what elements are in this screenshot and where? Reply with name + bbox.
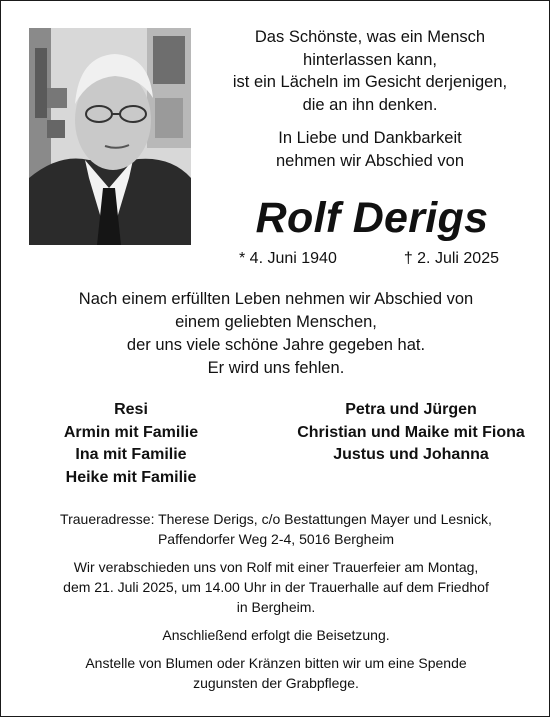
mourner-name: Christian und Maike mit Fiona — [297, 423, 525, 441]
portrait-photo — [29, 28, 191, 245]
donation-line: Anstelle von Blumen oder Kränzen bitten wir um eine Spende — [85, 655, 467, 671]
mourning-address — [19, 509, 533, 549]
death-date: † 2. Juli 2025 — [403, 250, 499, 267]
deceased-name: Rolf Derigs — [255, 194, 489, 242]
quote-line: Das Schönste, was ein Mensch — [254, 28, 486, 46]
quote-line: die an ihn denken. — [302, 95, 438, 114]
intro-line: nehmen wir Abschied von — [275, 151, 465, 170]
quote-block — [203, 26, 537, 172]
donation-line: zugunsten der Grabpflege. — [193, 675, 359, 691]
portrait-image — [29, 28, 191, 245]
tribute-line: Nach einem erfüllten Leben nehmen wir Abschied von — [78, 290, 474, 308]
life-dates — [239, 248, 499, 270]
birth-date: * 4. Juni 1940 — [239, 250, 337, 267]
mourner-name: Heike mit Familie — [65, 468, 197, 486]
address-line: Traueradresse: Therese Derigs, c/o Bestattungen Mayer und Lesnick, — [60, 511, 492, 527]
quote-line: ist ein Lächeln im Gesicht derjenigen, — [232, 73, 508, 91]
mourners-left-column — [31, 399, 231, 489]
ceremony-line: Wir verabschieden uns von Rolf mit einer Trauerfeier am Montag, — [73, 559, 479, 575]
footer-info — [19, 509, 533, 693]
intro-line: In Liebe und Dankbarkeit — [278, 129, 462, 147]
burial-info: Anschließend erfolgt die Beisetzung. — [162, 627, 390, 643]
quote-line: hinterlassen kann, — [303, 50, 437, 69]
mourners-right-column — [281, 399, 541, 489]
ceremony-line: in Bergheim. — [236, 599, 316, 615]
donation-request — [19, 653, 533, 693]
ceremony-line: dem 21. Juli 2025, um 14.00 Uhr in der Trauerhalle auf dem Friedhof — [63, 579, 489, 595]
address-line: Paffendorfer Weg 2-4, 5016 Bergheim — [157, 531, 395, 547]
mourner-name: Justus und Johanna — [333, 446, 489, 463]
mourner-name: Petra und Jürgen — [345, 401, 477, 418]
mourners-list — [31, 399, 531, 489]
tribute-text — [41, 288, 511, 380]
mourner-name: Resi — [114, 401, 148, 418]
tribute-line: einem geliebten Menschen, — [175, 313, 377, 331]
ceremony-info — [19, 557, 533, 617]
tribute-line: der uns viele schöne Jahre gegeben hat. — [126, 336, 426, 354]
tribute-line: Er wird uns fehlen. — [207, 359, 345, 377]
mourner-name: Ina mit Familie — [75, 446, 187, 463]
mourner-name: Armin mit Familie — [63, 423, 199, 441]
